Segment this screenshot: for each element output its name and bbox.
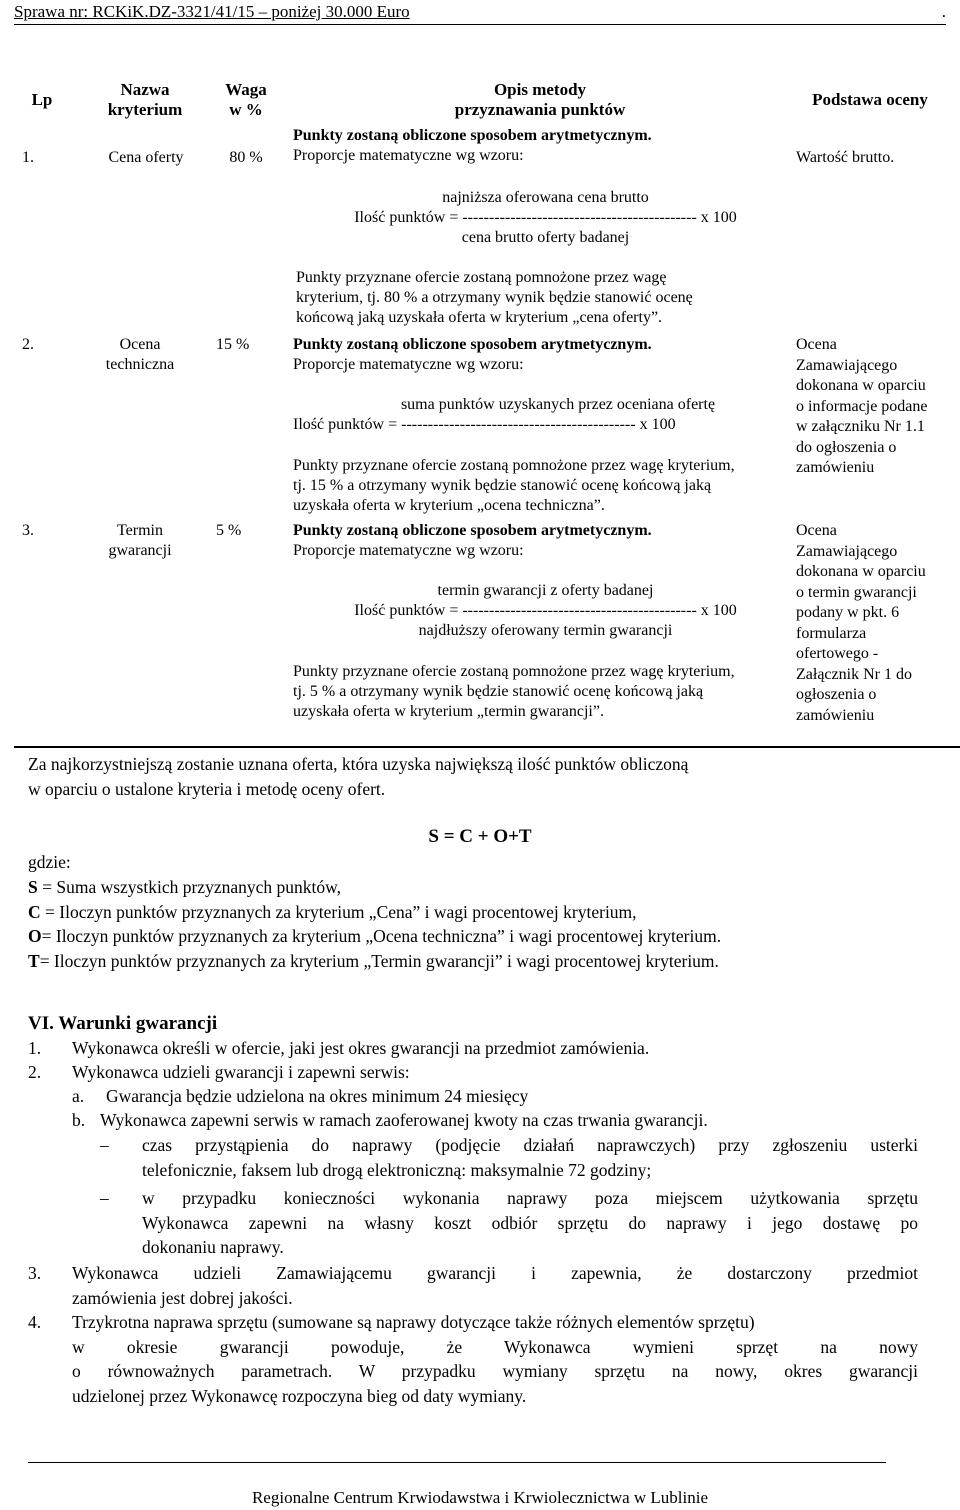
- row2-lp: 2.: [22, 336, 34, 353]
- row3-name: Termin gwarancji: [108, 522, 172, 559]
- item-1-text: Wykonawca określi w ofercie, jaki jest okres gwarancji na przedmiot zamówienia.: [72, 1038, 650, 1058]
- row1-weight: 80 %: [229, 149, 263, 166]
- row2-note: Punkty przyznane ofercie zostaną pomnożone przez wagę kryterium, tj. 15 % a otrzymany wynik będzie stanowić ocenę końcową jaką uzyskała oferta w kryterium „ocena techniczna”.: [293, 457, 735, 514]
- dash-2: –: [100, 1188, 109, 1208]
- row3-formula: termin gwarancji z oferty badanej Ilość punktów = -------------------------------------------- x 100 najdłuższy oferowany termin gwarancji: [354, 582, 737, 639]
- item-4-text: Trzykrotna naprawa sprzętu (sumowane są naprawy dotyczące także różnych elementów sprzętu) w okresie gwarancji powoduje, że Wykonawca wymieni sprzęt na nowy o równoważnych parametrach. W przypadku wymiany sprzętu na nowy, okres gwarancji udzielonej przez Wykonawcę rozpoczyna bieg od daty wymiany.: [72, 1312, 918, 1406]
- item-2a-letter: a.: [72, 1086, 85, 1106]
- table-bottom-border: [14, 746, 960, 748]
- row3-weight: 5 %: [216, 522, 242, 539]
- page-header: [14, 0, 946, 25]
- row2-basis: Ocena Zamawiającego dokonana w oparciu o informacje podane w załączniku Nr 1.1 do ogłoszenia o zamówieniu: [796, 336, 928, 476]
- case-number: Sprawa nr: RCKiK.DZ-3321/41/15 – poniżej 30.000 Euro: [14, 2, 410, 21]
- item-3-number: 3.: [28, 1263, 42, 1283]
- header-trail: .: [941, 2, 946, 21]
- row3-note: Punkty przyznane ofercie zostaną pomnożone przez wagę kryterium, tj. 5 % a otrzymany wynik będzie stanowić ocenę końcową jaką uzyskała oferta w kryterium „termin gwarancji”.: [293, 663, 735, 720]
- row1-formula: najniższa oferowana cena brutto Ilość punktów = -------------------------------------------- x 100 cena brutto oferty badanej: [354, 189, 737, 246]
- row2-name: Ocena techniczna: [105, 336, 175, 373]
- item-2-number: 2.: [28, 1062, 42, 1082]
- item-4-number: 4.: [28, 1312, 42, 1332]
- row1-name: Cena oferty: [108, 149, 184, 166]
- total-formula: S = C + O+T: [428, 826, 532, 847]
- header-nazwa: Nazwa kryterium: [107, 80, 183, 119]
- row1-lp: 1.: [22, 149, 34, 166]
- dash-1-text: czas przystąpienia do naprawy (podjęcie działań naprawczych) przy zgłoszeniu usterki telefonicznie, faksem lub drogą elektroniczną: maksymalnie 72 godziny;: [142, 1135, 918, 1180]
- definition-t: T= Iloczyn punktów przyznanych za kryterium „Termin gwarancji” i wagi procentowej kryterium.: [28, 950, 719, 971]
- header-lp: Lp: [31, 90, 53, 109]
- row1-description: Punkty zostaną obliczone sposobem arytmetycznym. Proporcje matematyczne wg wzoru:: [293, 127, 652, 164]
- row3-basis: Ocena Zamawiającego dokonana w oparciu o termin gwarancji podany w pkt. 6 formularza ofertowego - Załącznik Nr 1 do ogłoszenia o zamówieniu: [796, 522, 926, 724]
- page-footer: Regionalne Centrum Krwiodawstwa i Krwiolecznictwa w Lublinie: [251, 1488, 709, 1507]
- row3-lp: 3.: [22, 522, 34, 539]
- formula-definitions: [28, 875, 948, 973]
- header-podstawa: Podstawa oceny: [812, 90, 928, 109]
- row3-description: Punkty zostaną obliczone sposobem arytmetycznym. Proporcje matematyczne wg wzoru:: [293, 522, 652, 559]
- item-2a-text: Gwarancja będzie udzielona na okres minimum 24 miesięcy: [106, 1086, 529, 1106]
- item-2b-text: Wykonawca zapewni serwis w ramach zaoferowanej kwoty na czas trwania gwarancji.: [100, 1110, 708, 1130]
- dash-1: –: [100, 1135, 109, 1155]
- item-2b-letter: b.: [72, 1110, 86, 1130]
- item-3-text: Wykonawca udzieli Zamawiającemu gwarancji i zapewnia, że dostarczony przedmiot zamówienia jest dobrej jakości.: [72, 1263, 918, 1308]
- definition-s: S = Suma wszystkich przyznanych punktów,: [28, 877, 341, 897]
- summary-paragraph: Za najkorzystniejszą zostanie uznana oferta, która uzyska największą ilość punktów obliczoną w oparciu o ustalone kryteria i metodę oceny ofert.: [28, 754, 689, 799]
- item-1-number: 1.: [28, 1038, 42, 1058]
- row2-weight: 15 %: [216, 336, 250, 353]
- dash-2-text: w przypadku konieczności wykonania naprawy poza miejscem użytkowania sprzętu Wykonawca zapewni na własny koszt odbiór sprzętu do naprawy i jego dostawę po dokonaniu naprawy.: [142, 1188, 918, 1257]
- where-label: gdzie:: [28, 852, 71, 872]
- row2-description: Punkty zostaną obliczone sposobem arytmetycznym. Proporcje matematyczne wg wzoru:: [293, 336, 652, 373]
- header-waga: Waga w %: [225, 80, 267, 119]
- definition-o: O= Iloczyn punktów przyznanych za kryterium „Ocena techniczna” i wagi procentowej kryterium.: [28, 926, 722, 946]
- section-title: VI. Warunki gwarancji: [28, 1013, 218, 1034]
- row1-basis: Wartość brutto.: [796, 149, 895, 166]
- definition-c: C = Iloczyn punktów przyznanych za kryterium „Cena” i wagi procentowej kryterium,: [28, 901, 637, 922]
- row2-formula: suma punktów uzyskanych przez oceniana ofertę Ilość punktów = -------------------------------------------- x 100: [293, 396, 716, 433]
- footer-rule: [28, 1462, 886, 1463]
- row1-note: Punkty przyznane ofercie zostaną pomnożone przez wagę kryterium, tj. 80 % a otrzymany wynik będzie stanowić ocenę końcową jaką uzyskała oferta w kryterium „cena oferty”.: [296, 269, 693, 326]
- item-2-text: Wykonawca udzieli gwarancji i zapewni serwis:: [72, 1062, 410, 1082]
- header-opis: Opis metody przyznawania punktów: [454, 80, 626, 119]
